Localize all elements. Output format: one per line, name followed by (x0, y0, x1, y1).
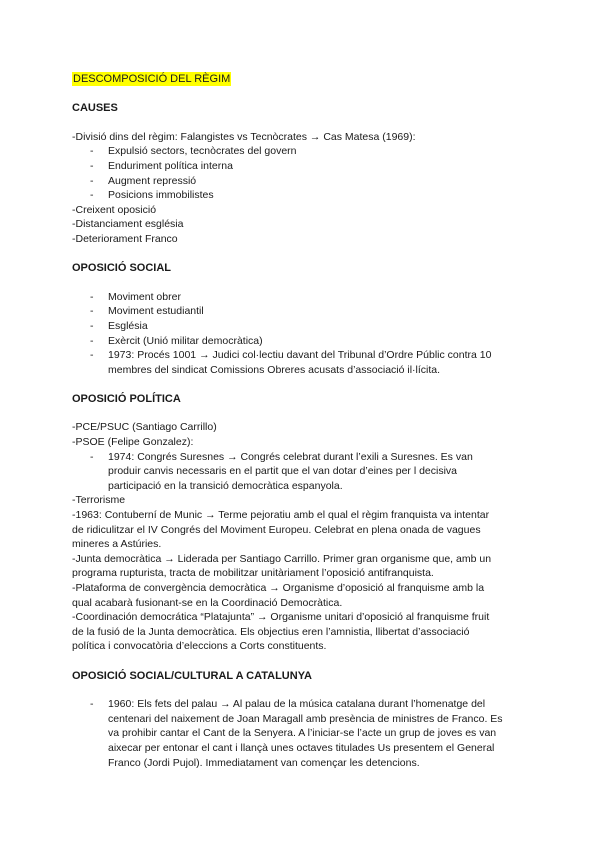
dash-bullet: - (90, 450, 94, 463)
causes-line: -Divisió dins del règim: Falangistes vs Tecnòcrates → Cas Matesa (1969): (72, 130, 416, 143)
list-item: - 1960: Els fets del palau → Al palau de la música catalana durant l’homenatge del centenari del naixement de Joan Maragall amb presència de ministres de Franco. Es va prohibir cantar el Cant de la Senyera. A l’iniciar-se l’acte un grup de joves es van aixecar per entonar el cant i llançà unes octaves titulades Us presentem el General Franco (Jordi Pujol). Immediatament van començar les detencions. (90, 698, 503, 769)
causes-line: -Deteriorament Franco (72, 232, 178, 245)
causes-line: -Distanciament església (72, 218, 184, 231)
politica-line: política i convocatòria d’eleccions a Corts constituents. (72, 640, 327, 653)
politica-line: -Junta democràtica → Liderada per Santiago Carrillo. Primer gran organisme que, amb un (72, 552, 492, 565)
section-heading-causes: CAUSES (72, 102, 118, 115)
politica-line: programa rupturista, tracta de mobilitzar unitàriament l’oposició antifranquista. (72, 567, 434, 580)
list-item: - Posicions immobilistes (90, 189, 214, 202)
dash-bullet: - (90, 334, 94, 347)
politica-line: qual acabarà fusionant-se en la Coordinació Democràtica. (72, 596, 343, 609)
list-item: - Expulsió sectors, tecnòcrates del govern (90, 145, 297, 158)
section-heading-social: OPOSICIÓ SOCIAL (72, 262, 172, 275)
list-item: - Augment repressió (90, 174, 197, 187)
list-item: - Moviment obrer (90, 290, 181, 303)
politica-line: -1963: Contuberní de Munic → Terme pejoratiu amb el qual el règim franquista va intentar (72, 509, 490, 522)
politica-line: -PCE/PSUC (Santiago Carrillo) (72, 421, 217, 434)
politica-line: -Terrorisme (72, 494, 126, 507)
politica-line: -PSOE (Felipe Gonzalez): (72, 436, 194, 449)
dash-bullet: - (90, 174, 94, 187)
politica-line: -Coordinación democrática “Platajunta” → Organisme unitari d’oposició al franquisme fruit (72, 611, 490, 624)
social-bullet-list (72, 290, 532, 378)
dash-bullet: - (90, 145, 94, 158)
list-item: - Exèrcit (Unió militar democràtica) (90, 334, 263, 347)
section-heading-politica: OPOSICIÓ POLÍTICA (72, 392, 181, 405)
list-item: - Enduriment política interna (90, 159, 233, 172)
document-page (72, 72, 532, 770)
politica-line: -Plataforma de convergència democràtica → Organisme d’oposició al franquisme amb la (72, 582, 485, 594)
document-title: DESCOMPOSICIÓ DEL RÈGIM (73, 73, 231, 85)
dash-bullet: - (90, 189, 94, 202)
list-item: - 1974: Congrés Suresnes → Congrés celebrat durant l’exili a Suresnes. Es van produir canvis necessaris en el partit que el van dotar d’eines per l decisiva participació en la transició democràtica espanyola. (90, 450, 473, 492)
dash-bullet: - (90, 305, 94, 318)
politica-line: mineres a Astúries. (72, 538, 162, 551)
list-item: - Moviment estudiantil (90, 305, 204, 318)
dash-bullet: - (90, 290, 94, 303)
dash-bullet: - (90, 698, 94, 711)
dash-bullet: - (90, 319, 94, 332)
politica-bullet-list (72, 450, 532, 494)
causes-bullet-list (72, 144, 532, 202)
catalunya-bullet-list (72, 697, 532, 770)
causes-line: -Creixent oposició (72, 203, 157, 216)
politica-line: de ridiculitzar el IV Congrés del Moviment Europeu. Celebrat en plena onada de vagues (72, 523, 481, 536)
list-item: - Església (90, 319, 148, 332)
section-heading-catalunya: OPOSICIÓ SOCIAL/CULTURAL A CATALUNYA (72, 669, 312, 682)
politica-line: de la fusió de la Junta democràtica. Els objectius eren l’amnistia, llibertat d’associació (72, 625, 470, 638)
dash-bullet: - (90, 349, 94, 362)
dash-bullet: - (90, 159, 94, 172)
list-item: - 1973: Procés 1001 → Judici col·lectiu davant del Tribunal d’Ordre Públic contra 10 membres del sindicat Comissions Obreres acusats d’associació il·lícita. (90, 349, 492, 376)
